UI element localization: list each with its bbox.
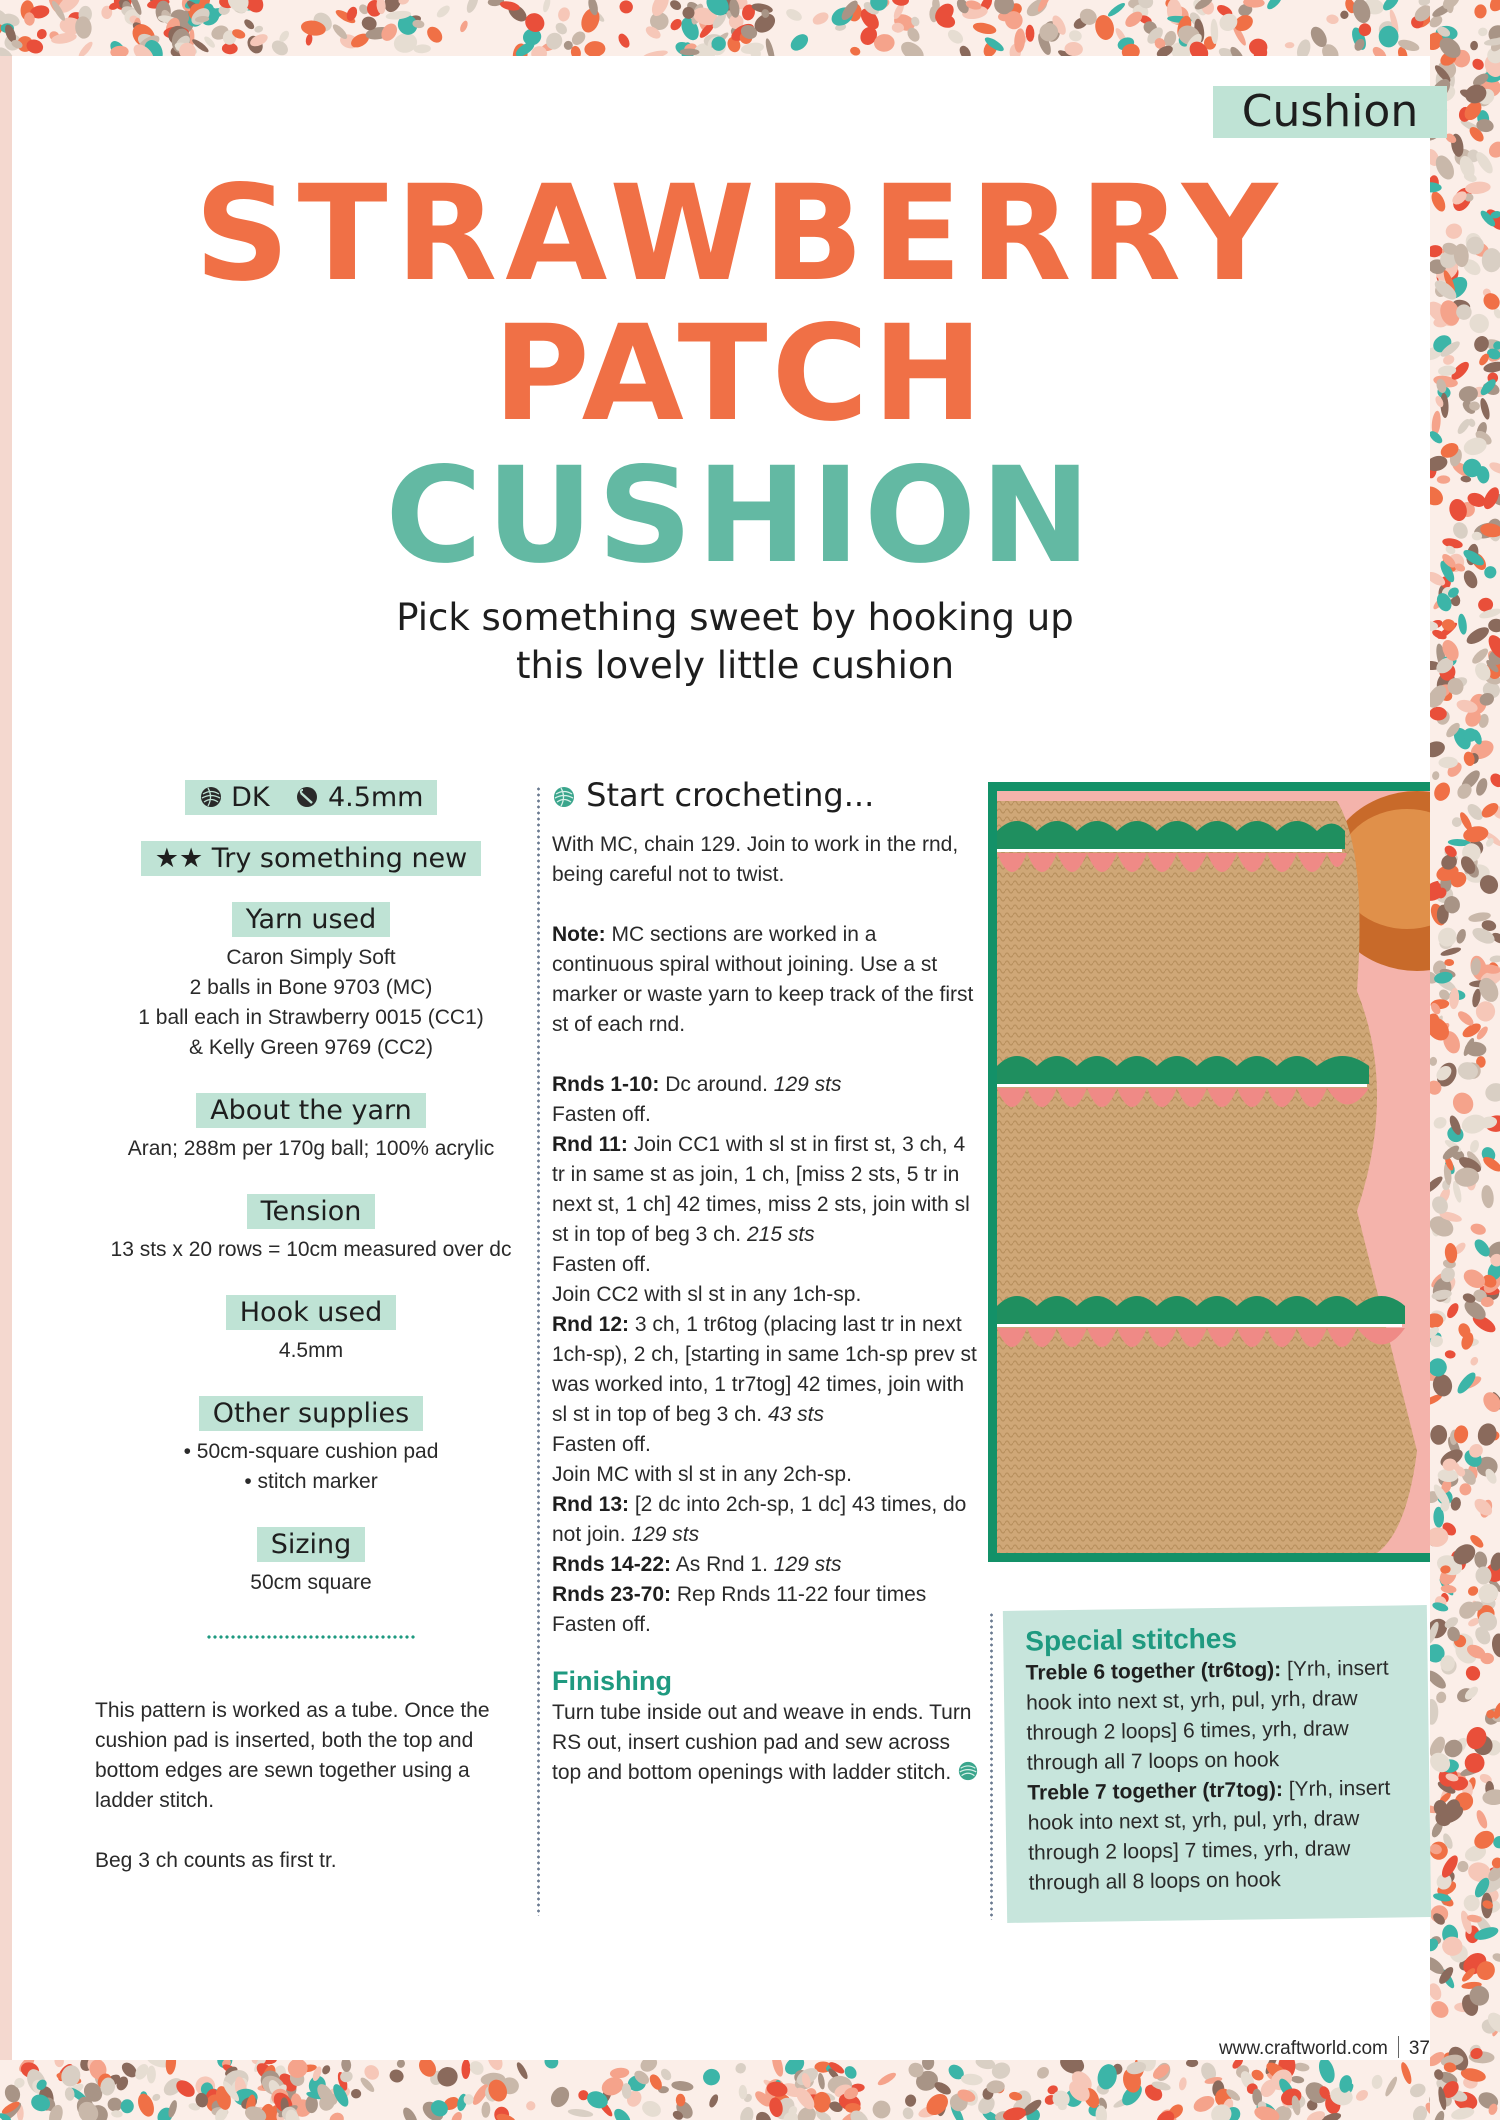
pebble-dot: [1178, 2077, 1188, 2091]
pebble-dot: [1488, 771, 1500, 790]
pebble-dot: [1488, 619, 1500, 633]
note-paragraph: This pattern is worked as a tube. Once the cushion pad is inserted, both the top and bottom edges are sewn together using a ladder stitch.: [95, 1699, 490, 1812]
note-text: [552, 920, 982, 1040]
yarn-weight: DK: [231, 782, 270, 813]
pattern-instructions: [552, 776, 982, 1788]
pebble-dot: [1326, 14, 1340, 25]
pebble-dot: [1469, 1222, 1487, 1237]
pebble-dot: [1435, 1691, 1447, 1704]
pebble-dot: [557, 6, 571, 22]
pebble-dot: [542, 2060, 561, 2071]
pebble-dot: [435, 3, 452, 19]
pebble-dot: [396, 2060, 406, 2069]
pebble-dot: [1291, 2075, 1305, 2084]
stitch-count: 129 sts: [631, 1523, 700, 1546]
pebble-dot: [1444, 959, 1454, 966]
pebble-dot: [341, 2060, 352, 2072]
special-stitches-box: [1003, 1605, 1431, 1923]
stitch-text: [Yrh, insert hook into next st, yrh, pul, yrh, draw through 2 loops] 6 times, yrh, draw through all 7 loops on hook: [1025, 1656, 1389, 1775]
other-supplies-label: Other supplies: [199, 1396, 423, 1431]
sizing-text: 50cm square: [250, 1571, 372, 1594]
pebble-border-right: [1430, 0, 1500, 2120]
supply-item: • stitch marker: [244, 1470, 378, 1493]
dotted-divider: [206, 1634, 416, 1640]
pebble-dot: [547, 2083, 573, 2110]
pebble-dot: [1486, 0, 1500, 15]
pebble-dot: [461, 2060, 470, 2079]
tr6tog-definition: [1026, 1653, 1408, 1778]
yarn-used-line: & Kelly Green 9769 (CC2): [189, 1036, 433, 1059]
pebble-dot: [1483, 1081, 1500, 1104]
stitch-label: Treble 6 together (tr6tog):: [1025, 1658, 1282, 1685]
pebble-dot: [957, 44, 973, 56]
pebble-dot: [54, 2060, 65, 2068]
pebble-dot: [388, 2068, 406, 2085]
stitch-label: Treble 7 together (tr7tog):: [1027, 1778, 1284, 1805]
stitch-text: [Yrh, insert hook into next st, yrh, pul, yrh, draw through 2 loops] 7 times, yrh, draw through all 8 loops on hook: [1027, 1776, 1391, 1895]
pebble-dot: [321, 2064, 332, 2076]
pebble-dot: [707, 2093, 719, 2109]
round-label: Rnds 1-10:: [552, 1073, 660, 1096]
tension-label: Tension: [247, 1194, 376, 1229]
yarn-ball-icon: [552, 785, 576, 809]
pebble-dot: [788, 31, 812, 54]
hook-used-block: [95, 1295, 527, 1366]
fasten-off: Fasten off.: [552, 1103, 651, 1126]
join-instruction: Join CC2 with sl st in any 1ch-sp.: [552, 1283, 862, 1306]
round-label: Rnds 14-22:: [552, 1553, 672, 1576]
pebble-dot: [869, 2097, 894, 2120]
pebble-dot: [1475, 1421, 1499, 1448]
yarn-used-label: Yarn used: [232, 902, 391, 937]
pebble-dot: [1430, 1425, 1447, 1445]
stitch-count: 215 sts: [746, 1223, 815, 1246]
pebble-dot: [1486, 138, 1500, 161]
pebble-dot: [611, 2106, 634, 2120]
pebble-dot: [642, 49, 668, 56]
pebble-dot: [1430, 190, 1448, 214]
pebble-dot: [1431, 780, 1453, 804]
page-number: 37: [1408, 2038, 1430, 2059]
round-rnd-13: [552, 1490, 982, 1550]
pebble-border-bottom: [0, 2060, 1500, 2120]
pebble-dot: [811, 10, 831, 27]
section-tag: Cushion: [1213, 86, 1447, 138]
pebble-dot: [618, 0, 634, 15]
pebble-dot: [770, 2060, 785, 2078]
round-text: [2 dc into 2ch-sp, 1 dc] 43 times, do not join.: [552, 1493, 967, 1546]
round-rnd-11: [552, 1130, 982, 1250]
round-rnds-14-22: [552, 1550, 982, 1580]
stitch-count: 43 sts: [767, 1403, 824, 1426]
pebble-dot: [1295, 38, 1313, 56]
tension-block: [95, 1194, 527, 1265]
intro-text: With MC, chain 129. Join to work in the rnd, being careful not to twist.: [552, 833, 959, 886]
pebble-dot: [1470, 56, 1486, 72]
subtitle-line-2: this lovely little cushion: [515, 644, 955, 687]
pebble-dot: [424, 24, 445, 46]
round-label: Rnd 11:: [552, 1133, 628, 1156]
title-line-3: CUSHION: [385, 439, 1095, 593]
supply-item: • 50cm-square cushion pad: [183, 1440, 439, 1463]
pebble-dot: [784, 7, 804, 24]
pebble-dot: [1437, 475, 1450, 483]
pebble-dot: [1491, 1632, 1500, 1658]
title-line-1: STRAWBERRY: [194, 157, 1286, 311]
pebble-dot: [960, 2073, 983, 2086]
fasten-off: Fasten off.: [552, 1253, 651, 1276]
pebble-dot: [1025, 25, 1034, 42]
pebble-dot: [1432, 1115, 1449, 1131]
fasten-off: Fasten off.: [552, 1433, 651, 1456]
pebble-dot: [945, 27, 965, 46]
hook-used-label: Hook used: [226, 1295, 397, 1330]
pebble-dot: [1265, 0, 1285, 12]
pebble-dot: [151, 2093, 161, 2103]
pebble-dot: [1470, 41, 1479, 51]
pebble-dot: [849, 45, 862, 56]
pebble-dot: [1463, 1663, 1483, 1683]
pebble-dot: [1430, 1981, 1444, 2002]
sizing-block: [95, 1527, 527, 1598]
about-yarn-block: [95, 1093, 527, 1164]
join-instruction: Join MC with sl st in any 2ch-sp.: [552, 1463, 852, 1486]
pebble-dot: [1479, 397, 1492, 420]
pebble-dot: [1480, 1389, 1500, 1415]
pebble-dot: [449, 2110, 464, 2120]
pebble-dot: [106, 2096, 123, 2113]
pebble-dot: [1445, 1301, 1461, 1320]
pebble-dot: [351, 2088, 362, 2098]
pebble-dot: [35, 27, 49, 41]
note-label: Note:: [552, 923, 606, 946]
pebble-dot: [331, 22, 350, 41]
pebble-dot: [1430, 1699, 1438, 1725]
pebble-dot: [242, 18, 255, 31]
column-divider: [990, 1612, 993, 1920]
pebble-dot: [1473, 1550, 1489, 1569]
pebble-dot: [1371, 2074, 1383, 2090]
pebble-dot: [1455, 928, 1468, 945]
pebble-dot: [876, 2071, 898, 2088]
round-rnd-12: [552, 1310, 982, 1430]
round-label: Rnd 12:: [552, 1313, 630, 1336]
yarn-used-line: 2 balls in Bone 9703 (MC): [189, 976, 433, 999]
about-yarn-label: About the yarn: [196, 1093, 426, 1128]
pebble-dot: [400, 2105, 420, 2120]
pattern-info-column: [95, 780, 527, 1906]
pebble-dot: [1457, 1860, 1470, 1873]
yarn-hook-chip: [185, 780, 438, 815]
pebble-dot: [817, 2072, 826, 2089]
pebble-dot: [515, 2061, 530, 2081]
pebble-dot: [1444, 1350, 1455, 1359]
round-text: As Rnd 1.: [671, 1553, 774, 1576]
pebble-dot: [567, 2108, 593, 2119]
pebble-dot: [1430, 1057, 1437, 1067]
fasten-off: Fasten off.: [552, 1613, 651, 1636]
start-crocheting-text: Start crocheting...: [586, 776, 875, 814]
pebble-dot: [1430, 483, 1446, 509]
pebble-dot: [659, 2067, 673, 2082]
start-crocheting-heading: [552, 776, 982, 814]
note-body: MC sections are worked in a continuous spiral without joining. Use a st marker or waste yarn to keep track of the first st of each rnd.: [552, 923, 974, 1036]
pebble-dot: [1294, 2062, 1310, 2072]
pebble-dot: [1469, 1355, 1480, 1366]
pebble-dot: [1489, 955, 1500, 963]
pebble-dot: [616, 32, 632, 50]
pebble-dot: [1457, 613, 1468, 635]
yarn-used-block: [95, 902, 527, 1063]
pebble-dot: [1466, 1584, 1480, 1597]
pebble-dot: [668, 0, 683, 12]
pebble-dot: [1432, 2110, 1446, 2120]
round-label: Rnd 13:: [552, 1493, 630, 1516]
pebble-dot: [1316, 2060, 1337, 2085]
subtitle-line-1: Pick something sweet by hooking up: [396, 596, 1074, 639]
round-label: Rnds 23-70:: [552, 1583, 672, 1606]
round-text: Dc around.: [659, 1073, 774, 1096]
round-text: Rep Rnds 11-22 four times: [671, 1583, 927, 1606]
pebble-dot: [922, 2060, 934, 2070]
pebble-border-top: [0, 0, 1500, 56]
pebble-dot: [1474, 1809, 1489, 1830]
round-text: 3 ch, 1 tr6tog (placing last tr in next 1ch-sp), 2 ch, [starting in same 1ch-sp prev st was worked into, 1 tr7tog] 42 times, join with sl st in top of beg 3 ch.: [552, 1313, 977, 1426]
pebble-dot: [733, 2061, 748, 2076]
pebble-dot: [584, 40, 606, 56]
crocheted-cushion-illustration: [997, 791, 1430, 1553]
pebble-dot: [1434, 924, 1460, 950]
pebble-dot: [327, 2110, 347, 2120]
hook-size: 4.5mm: [327, 782, 424, 813]
pebble-dot: [1457, 384, 1479, 403]
website-link[interactable]: www.craftworld.com: [1218, 2038, 1388, 2059]
hook-icon: [295, 785, 319, 809]
pebble-dot: [542, 0, 552, 13]
pebble-dot: [1383, 2075, 1399, 2097]
page-footer: [1110, 2036, 1430, 2060]
pebble-dot: [481, 2102, 491, 2118]
pebble-dot: [165, 2060, 177, 2075]
pebble-dot: [738, 2105, 755, 2120]
pebble-dot: [77, 40, 95, 56]
round-rnds-1-10: [552, 1070, 982, 1100]
pebble-dot: [671, 2080, 694, 2092]
cushion-photo: [988, 782, 1430, 1562]
pebble-dot: [524, 2099, 537, 2112]
finishing-heading: Finishing: [552, 1666, 672, 1696]
pebble-dot: [1480, 1184, 1495, 1208]
note-paragraph: Beg 3 ch counts as first tr.: [95, 1849, 337, 1872]
pebble-dot: [1447, 497, 1469, 523]
pebble-dot: [640, 2098, 664, 2120]
finishing-text: Turn tube inside out and weave in ends. Turn RS out, insert cushion pad and sew across top and bottom openings with ladder stitch.: [552, 1698, 982, 1788]
pebble-dot: [1450, 520, 1470, 541]
pattern-notes: [95, 1696, 527, 1876]
pebble-dot: [1469, 1139, 1481, 1154]
about-yarn-text: Aran; 288m per 170g ball; 100% acrylic: [127, 1137, 495, 1160]
yarn-ball-end-icon: [957, 1760, 979, 1782]
pebble-dot: [1488, 460, 1500, 476]
pebble-dot: [1430, 182, 1442, 193]
yarn-ball-icon: [199, 785, 223, 809]
tension-text: 13 sts x 20 rows = 10cm measured over dc: [110, 1238, 512, 1261]
pebble-dot: [1430, 1998, 1452, 2022]
stitch-count: 129 sts: [773, 1553, 842, 1576]
pebble-dot: [1478, 27, 1488, 37]
pebble-dot: [1449, 1089, 1477, 1118]
pebble-dot: [121, 2099, 134, 2113]
pebble-dot: [1285, 42, 1295, 49]
pebble-dot: [1035, 2065, 1052, 2081]
round-text: Join CC1 with sl st in first st, 3 ch, 4 tr in same st as join, 1 ch, [miss 2 sts, 5 tr in next st, 1 ch] 42 times, miss 2 sts, join with sl st in top of beg 3 ch.: [552, 1133, 970, 1246]
stitch-count: 129 sts: [773, 1073, 842, 1096]
round-rnds-23-70: [552, 1580, 982, 1610]
yarn-used-line: 1 ball each in Strawberry 0015 (CC1): [138, 1006, 484, 1029]
pebble-dot: [891, 0, 909, 7]
pebble-dot: [1474, 4, 1487, 19]
pebble-dot: [1399, 2061, 1413, 2085]
tr7tog-definition: [1027, 1773, 1409, 1898]
pebble-dot: [1354, 2088, 1370, 2103]
pebble-dot: [1068, 29, 1083, 43]
pebble-dot: [435, 2064, 460, 2089]
pebble-dot: [904, 2094, 917, 2108]
skill-level-chip: ★★ Try something new: [141, 841, 482, 876]
pebble-dot: [1482, 1788, 1500, 1806]
yarn-used-line: Caron Simply Soft: [226, 946, 396, 969]
pebble-dot: [972, 21, 997, 36]
hook-used-text: 4.5mm: [278, 1339, 344, 1362]
pebble-dot: [901, 2106, 914, 2120]
pebble-dot: [701, 2066, 723, 2087]
pebble-dot: [1461, 568, 1480, 590]
pebble-dot: [1186, 2060, 1198, 2067]
pebble-dot: [485, 2060, 506, 2073]
pebble-dot: [1444, 222, 1464, 241]
column-divider: [537, 786, 540, 1916]
pebble-dot: [254, 25, 264, 34]
pebble-dot: [764, 38, 777, 56]
special-stitches-heading: Special stitches: [1025, 1622, 1238, 1657]
sizing-label: Sizing: [257, 1527, 366, 1562]
pebble-dot: [1491, 1952, 1500, 1963]
pebble-dot: [459, 20, 470, 34]
left-edge-strip: [0, 0, 12, 2120]
pebble-dot: [1430, 739, 1447, 760]
subtitle: [330, 594, 1140, 690]
other-supplies-block: [95, 1396, 527, 1497]
pebble-dot: [1464, 624, 1492, 647]
pebble-dot: [1106, 1, 1126, 18]
pebble-dot: [1408, 2081, 1428, 2100]
pebble-dot: [1441, 618, 1456, 632]
pebble-dot: [1431, 771, 1440, 781]
title-line-2: PATCH: [493, 297, 987, 451]
pebble-dot: [464, 0, 480, 14]
